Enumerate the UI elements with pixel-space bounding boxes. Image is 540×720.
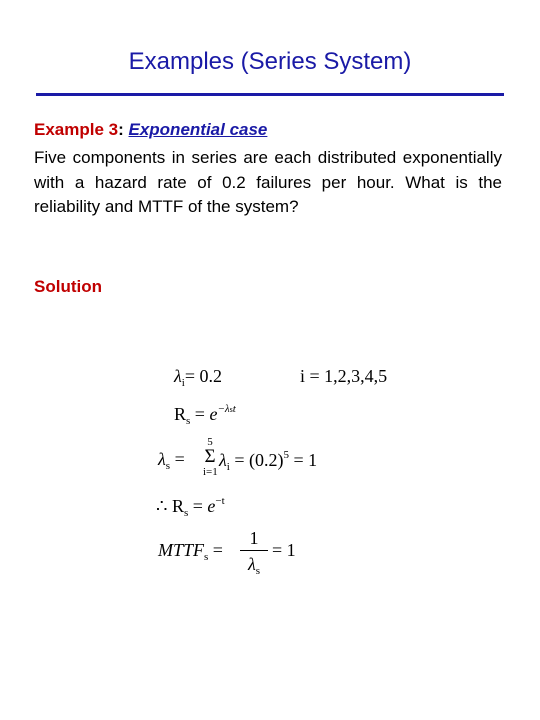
summation-symbol: 5 Σ i=1: [203, 436, 218, 478]
equation-lambda-i: $\lambda_i= 0.2$: [174, 366, 223, 389]
equation-index-range: i = 1,2,3,4,5: [300, 366, 388, 386]
example-number: Example 3: [34, 120, 119, 139]
equation-therefore-reliability: ∴ $R_s = e^{-t}$: [156, 495, 225, 519]
problem-statement: Five components in series are each distributed exponentially with a hazard rate of 0.2 failures per hour. What is the reliability and MTTF of the system?: [34, 148, 502, 216]
equation-mttf-lhs: $MTTF_s$ =: [158, 540, 223, 563]
mttf-fraction: 1 $\lambda_s$: [240, 528, 268, 582]
heading-colon: :: [118, 120, 129, 139]
equation-mttf-result: = 1: [272, 540, 296, 560]
equation-reliability: $R_s = e^{-\lambda st}$: [174, 403, 236, 427]
slide-title: Examples (Series System): [128, 48, 412, 75]
equation-lambda-s-rhs: $\lambda_i = (0.2)^5 = 1$: [219, 449, 318, 473]
solution-label: Solution: [34, 277, 102, 296]
example-case: Exponential case: [128, 120, 268, 139]
fraction-bar: [240, 550, 268, 551]
title-underline: [36, 93, 504, 96]
equation-lambda-s-lhs: $\lambda_s$ =: [158, 449, 185, 472]
example-heading: [34, 120, 267, 140]
